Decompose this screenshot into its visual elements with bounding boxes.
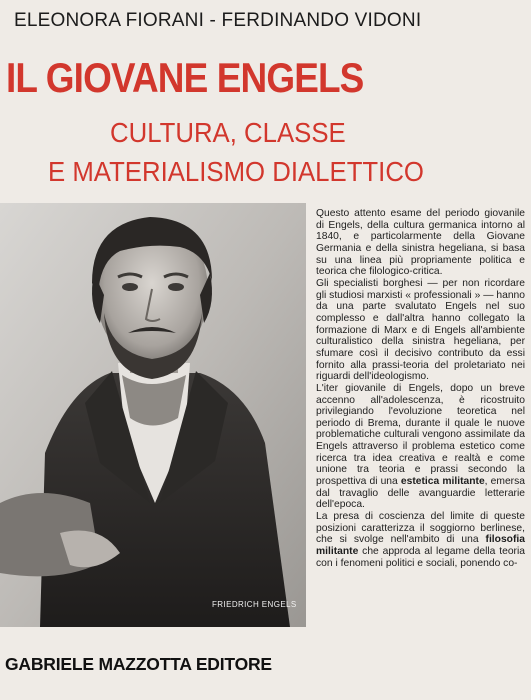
portrait-image bbox=[0, 203, 306, 627]
portrait-caption: FRIEDRICH ENGELS bbox=[212, 600, 297, 609]
subtitle-line-1: CULTURA, CLASSE bbox=[110, 117, 346, 148]
blurb-bold-term-2: filosofia militante bbox=[316, 534, 525, 558]
authors: ELEONORA FIORANI - FERDINANDO VIDONI bbox=[14, 10, 422, 31]
blurb-paragraph-3-end: , emersa dal travaglio delle avanguardie letterarie dell'epoca. bbox=[316, 476, 525, 511]
engels-portrait bbox=[0, 203, 306, 627]
blurb-text bbox=[316, 208, 525, 569]
blurb-paragraph-4: La presa di coscienza del limite di queste posizioni caratterizza il soggiorno berlinese, che si svolge nell'ambito di una bbox=[316, 511, 525, 546]
subtitle-line-2: E MATERIALISMO DIALETTICO bbox=[48, 156, 424, 187]
publisher: GABRIELE MAZZOTTA EDITORE bbox=[5, 654, 272, 674]
book-title: IL GIOVANE ENGELS bbox=[6, 54, 364, 101]
blurb-paragraph-4-end: che approda al legame della teoria con i fenomeni politici e sociali, ponendo co- bbox=[316, 546, 525, 569]
blurb-paragraph-1: Questo attento esame del periodo giovanile di Engels, della cultura germanica intorno al 1840, e particolarmente della Giovane Germania e della sinistra hegeliana, si basa su una linea più propriamente politica e teorica che filologico-critica. bbox=[316, 208, 525, 278]
blurb-paragraph-3: L'iter giovanile di Engels, dopo un breve accenno all'adolescenza, è ricostruito privilegiando l'evoluzione teoretica nel periodo di Brema, durante il quale le nuove problematiche culturali vengono assimilate da Engels attraverso il problema estetico come ricerca tra idea creativa e realtà e come unione tra teoria e prassi secondo la prospettiva di una bbox=[316, 382, 525, 488]
blurb-paragraph-2: Gli specialisti borghesi — per non ricordare gli studiosi marxisti « professionali » — hanno da una parte svalutato Engels nel suo complesso e dall'altra hanno collegato la formazione di Marx e di Engels all'ambiente culturalistico della sinistra hegeliana, per sfumare così il decisivo contributo da essi fornito alla prassi-teoria del proletariato nei riguardi dell'ideologismo. bbox=[316, 277, 525, 383]
blurb-bold-term-1: estetica militante bbox=[400, 476, 485, 488]
